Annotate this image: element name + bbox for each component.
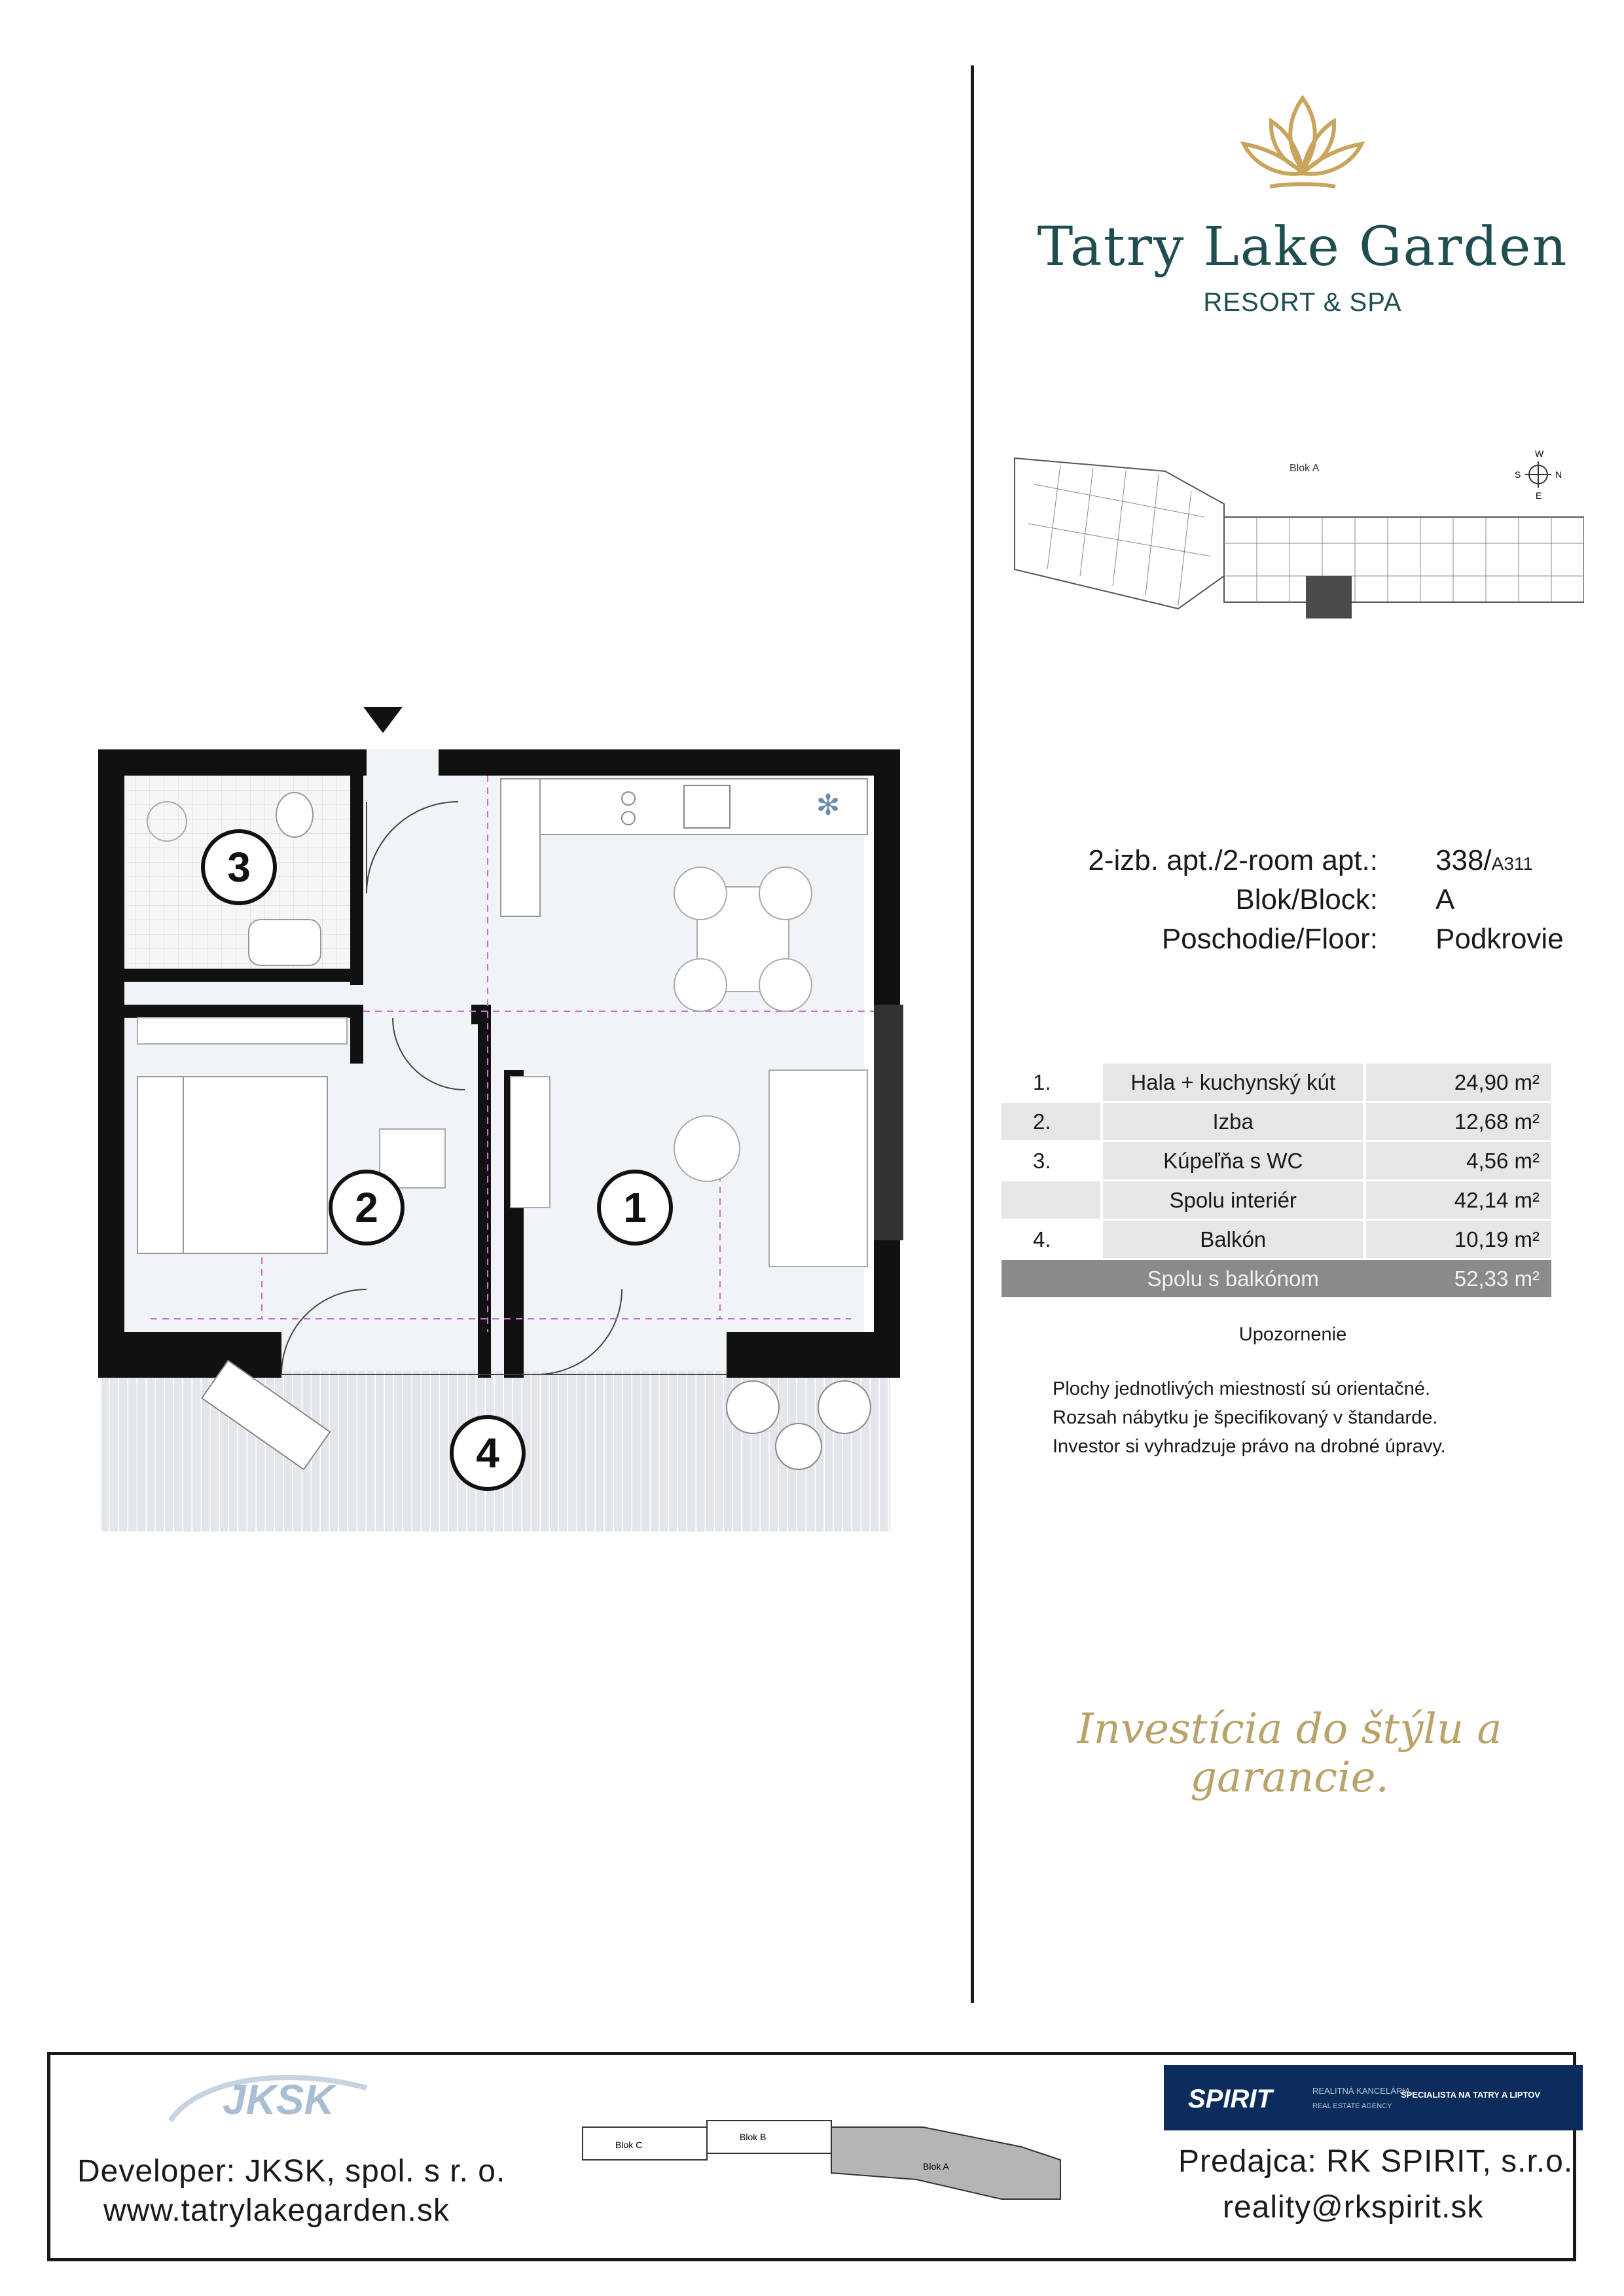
developer-text: Developer: JKSK, spol. s r. o. — [77, 2154, 506, 2189]
spirit-small-text-2: REAL ESTATE AGENCY — [1312, 2102, 1392, 2110]
table-row: 4. Balkón 10,19 m² — [1001, 1220, 1551, 1259]
block-label: Blok/Block: — [1235, 884, 1378, 916]
brand-name: Tatry Lake Garden — [1037, 216, 1568, 278]
brand-subtitle: RESORT & SPA — [1203, 288, 1402, 317]
room-label-3: 3 — [227, 844, 251, 891]
svg-text:Blok B: Blok B — [740, 2132, 767, 2142]
svg-text:N: N — [1555, 469, 1562, 480]
fridge-snowflake-icon: ✻ — [816, 789, 840, 822]
site-plan-thumbnail — [1008, 445, 1584, 641]
site-plan-block-label: Blok A — [1290, 463, 1320, 474]
highlighted-apartment — [1306, 576, 1352, 619]
svg-text:Blok A: Blok A — [923, 2161, 949, 2172]
room-label-4: 4 — [476, 1429, 499, 1477]
jksk-logo — [151, 2062, 412, 2134]
compass-icon — [1506, 445, 1571, 517]
apartment-type-label: 2-izb. apt./2-room apt.: — [1088, 844, 1378, 876]
table-row: 3. Kúpeľňa s WC 4,56 m² — [1001, 1141, 1551, 1181]
floor-value: Podkrovie — [1435, 923, 1564, 955]
svg-text:S: S — [1515, 469, 1521, 480]
svg-text:Blok C: Blok C — [615, 2140, 643, 2150]
notice-title: Upozornenie — [1238, 1324, 1347, 1345]
spirit-logo: SPIRIT — [1188, 2085, 1272, 2113]
table-row: Spolu interiér 42,14 m² — [1001, 1181, 1551, 1220]
room-label-1: 1 — [623, 1184, 647, 1231]
table-row: 2. Izba 12,68 m² — [1001, 1102, 1551, 1141]
block-value: A — [1435, 884, 1455, 916]
table-row-total: Spolu s balkónom 52,33 m² — [1001, 1259, 1551, 1299]
vertical-divider — [971, 65, 974, 2003]
site-blocks-map — [576, 2108, 1074, 2212]
notice-text: Plochy jednotlivých miestností sú orientačné. Rozsah nábytku je špecifikovaný v štandarde. Investor si vyhradzuje právo na drobné úpravy. — [1053, 1378, 1446, 1457]
slogan: Investícia do štýlu a garancie. — [1077, 1705, 1502, 1802]
svg-text:W: W — [1535, 448, 1544, 459]
svg-text:JKSK: JKSK — [223, 2076, 334, 2123]
seller-text: Predajca: RK SPIRIT, s.r.o. — [1178, 2144, 1574, 2179]
floor-label: Poschodie/Floor: — [1161, 923, 1378, 955]
room-area-table — [1001, 1064, 1551, 1299]
apartment-number: 338/A311 — [1435, 844, 1533, 876]
floor-plan — [92, 704, 903, 1535]
entrance-arrow-icon — [363, 707, 403, 733]
email-link[interactable]: reality@rkspirit.sk — [1223, 2190, 1484, 2225]
lotus-logo-icon — [1224, 85, 1381, 203]
svg-text:E: E — [1536, 490, 1542, 501]
spirit-small-text-1: REALITNÁ KANCELÁRIA — [1312, 2086, 1411, 2096]
table-row: 1. Hala + kuchynský kút 24,90 m² — [1001, 1064, 1551, 1102]
website-link[interactable]: www.tatrylakegarden.sk — [103, 2193, 450, 2228]
spirit-tagline: ŠPECIALISTA NA TATRY A LIPTOV — [1401, 2090, 1541, 2100]
room-label-2: 2 — [355, 1184, 378, 1231]
